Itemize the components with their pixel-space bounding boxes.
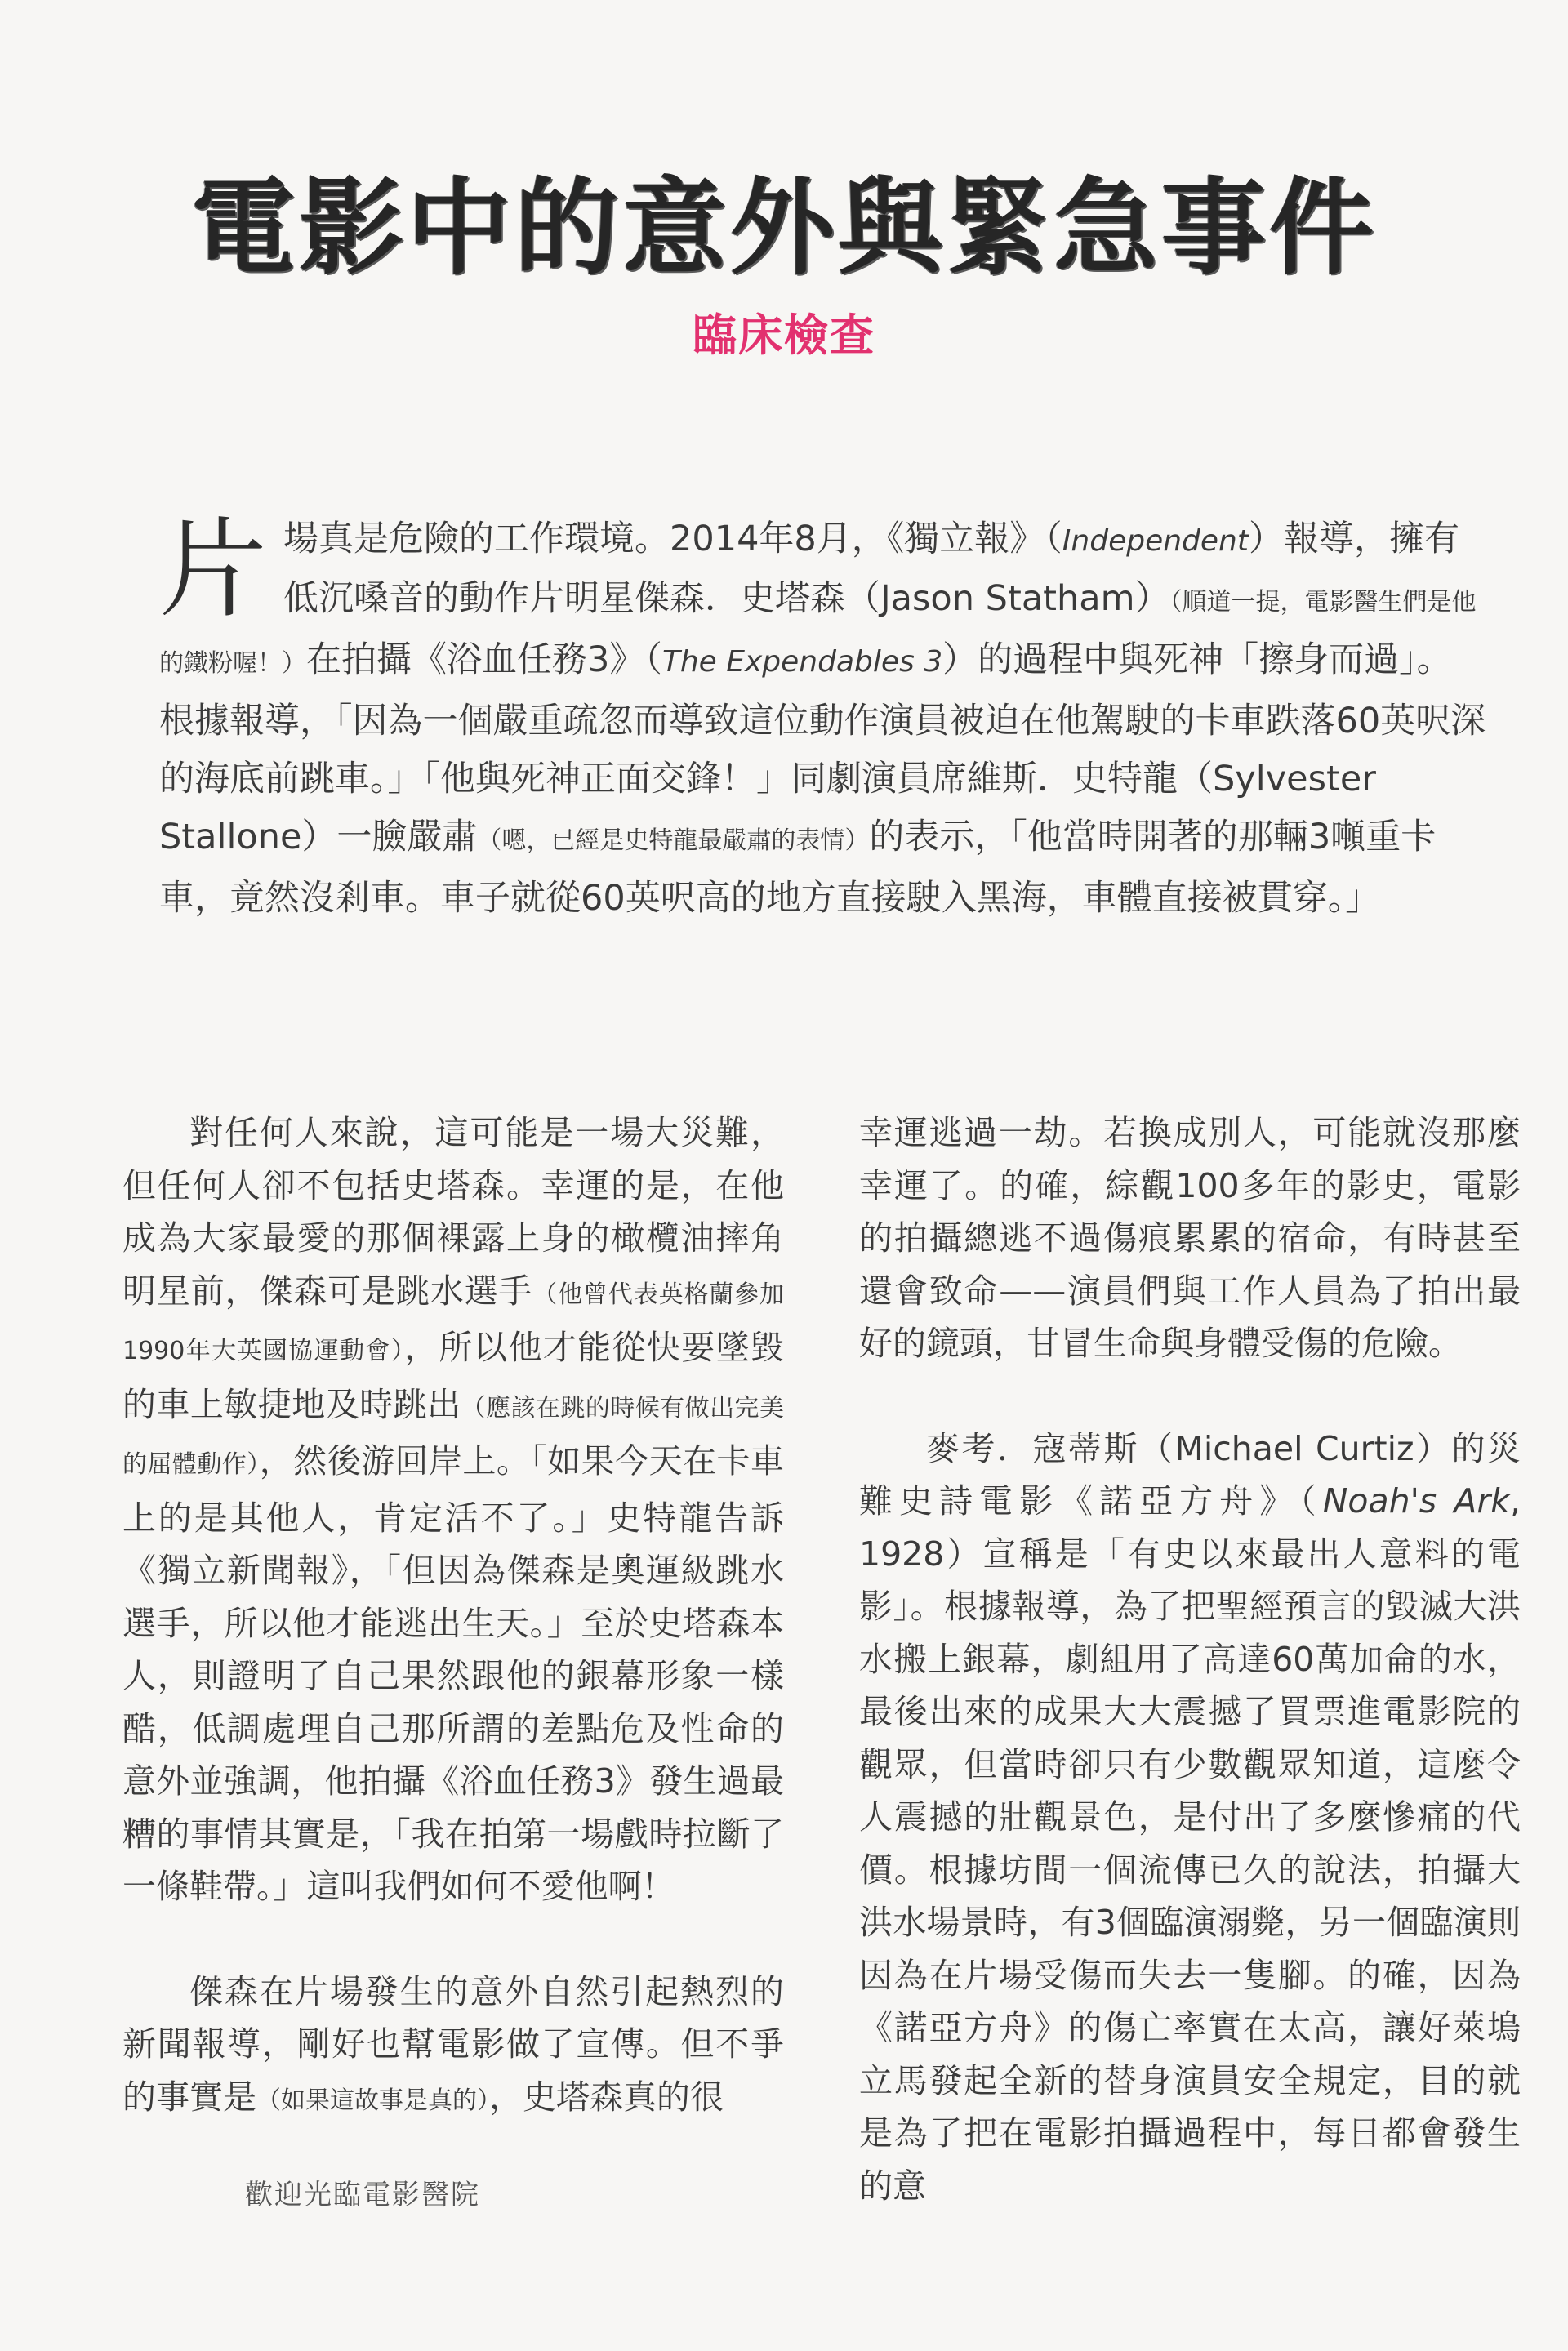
intro-aside: （嗯，已經是史特龍最嚴肅的表情） (477, 826, 870, 855)
article-title: 電影中的意外與緊急事件 (190, 167, 1377, 289)
intro-text: ）的過程中與死神「擦身而過」。根據報導，「因為一個嚴重疏忽而導致這位動作演員被迫在他駕駛的卡車跌落60英呎深的海底前跳車。」「他與死神正面交鋒！」同劇演員席維斯．史特龍（Sylvester Stallone）一臉嚴肅 (159, 639, 1486, 857)
intro-text: 場真是危險的工作環境。2014年8月，《獨立報》（ (283, 519, 1062, 559)
intro-text: ）報導，擁有低沉嗓音的動作片明星傑森．史塔森（Jason Statham） (283, 519, 1459, 619)
body-text: 傑森在片場發生的意外自然引起熱烈的新聞報導，剛好也幫電影做了宣傳。但不爭的事實是 (122, 1971, 784, 2117)
body-text: 麥考．寇蒂斯（Michael Curtiz）的災難史詩電影《諾亞方舟》（ (859, 1428, 1521, 1521)
body-paragraph: 幸運逃過一劫。若換成別人，可能就沒那麼幸運了。的確，綜觀100多年的影史，電影的拍攝總逃不過傷痕累累的宿命，有時甚至還會致命——演員們與工作人員為了拍出最好的鏡頭，甘冒生命與身體受傷的危險。 (859, 1113, 1521, 1363)
right-column (859, 1106, 1521, 2212)
page-footer: 歡迎光臨電影醫院 (245, 2179, 480, 2211)
body-aside: （他曾代表英格蘭參加1990年大英國協運動會） (122, 1280, 785, 1365)
film-title-english: Noah's Ark (1322, 1481, 1510, 1521)
body-aside: （如果這故事是真的） (256, 2086, 489, 2115)
left-column (122, 1106, 784, 2127)
body-aside: （應該在跳的時候有做出完美的屈體動作） (122, 1393, 785, 1479)
article-subtitle: 臨床檢查 (693, 309, 875, 361)
intro-english-title: Independent (1062, 524, 1249, 558)
intro-text: 的表示，「他當時開著的那輛3噸重卡車，竟然沒剎車。車子就從60英呎高的地方直接駛入黑海，車體直接被貫穿。」 (159, 817, 1437, 919)
intro-aside: （順道一提，電影醫生們是他的鐵粉喔！） (159, 588, 1477, 678)
intro-english-title: The Expendables 3 (662, 645, 943, 679)
intro-paragraph (159, 507, 1486, 928)
intro-text: 在拍攝《浴血任務3》（ (306, 639, 662, 680)
body-text: 對任何人來說，這可能是一場大災難，但任何人卻不包括史塔森。幸運的是，在他成為大家最愛的那個裸露上身的橄欖油摔角明星前，傑森可是跳水選手 (122, 1113, 784, 1311)
body-paragraph (122, 1106, 784, 1913)
body-paragraph (859, 1423, 1521, 2213)
drop-cap: 片 (159, 507, 267, 633)
body-text: , 1928）宣稱是「有史以來最出人意料的電影」。根據報導，為了把聖經預言的毀滅大洪水搬上銀幕，劇組用了高達60萬加侖的水，最後出來的成果大大震撼了買票進電影院的觀眾，但當時卻只有少數觀眾知道，這麼令人震撼的壯觀景色，是付出了多麼慘痛的代價。根據坊間一個流傳已久的說法，拍攝大洪水場景時，有3個臨演溺斃，另一個臨演則因為在片場受傷而失去一隻腳。的確，因為《諾亞方舟》的傷亡率實在太高，讓好萊塢立馬發起全新的替身演員安全規定，目的就是為了把在電影拍攝過程中，每日都會發生的意 (859, 1481, 1521, 2206)
body-text: ，史塔森真的很 (489, 2077, 724, 2117)
body-text: ，所以他才能從快要墜毀的車上敏捷地及時跳出 (122, 1328, 784, 1424)
body-text: ，然後游回岸上。「如果今天在卡車上的是其他人，肯定活不了。」史特龍告訴《獨立新聞報》，「但因為傑森是奧運級跳水選手，所以他才能逃出生天。」至於史塔森本人，則證明了自己果然跟他的銀幕形象一樣酷，低調處理自己那所謂的差點危及性命的意外並強調，他拍攝《浴血任務3》發生過最糟的事情其實是，「我在拍第一場戲時拉斷了一條鞋帶。」這叫我們如何不愛他啊！ (122, 1441, 785, 1906)
body-paragraph (122, 1966, 784, 2128)
